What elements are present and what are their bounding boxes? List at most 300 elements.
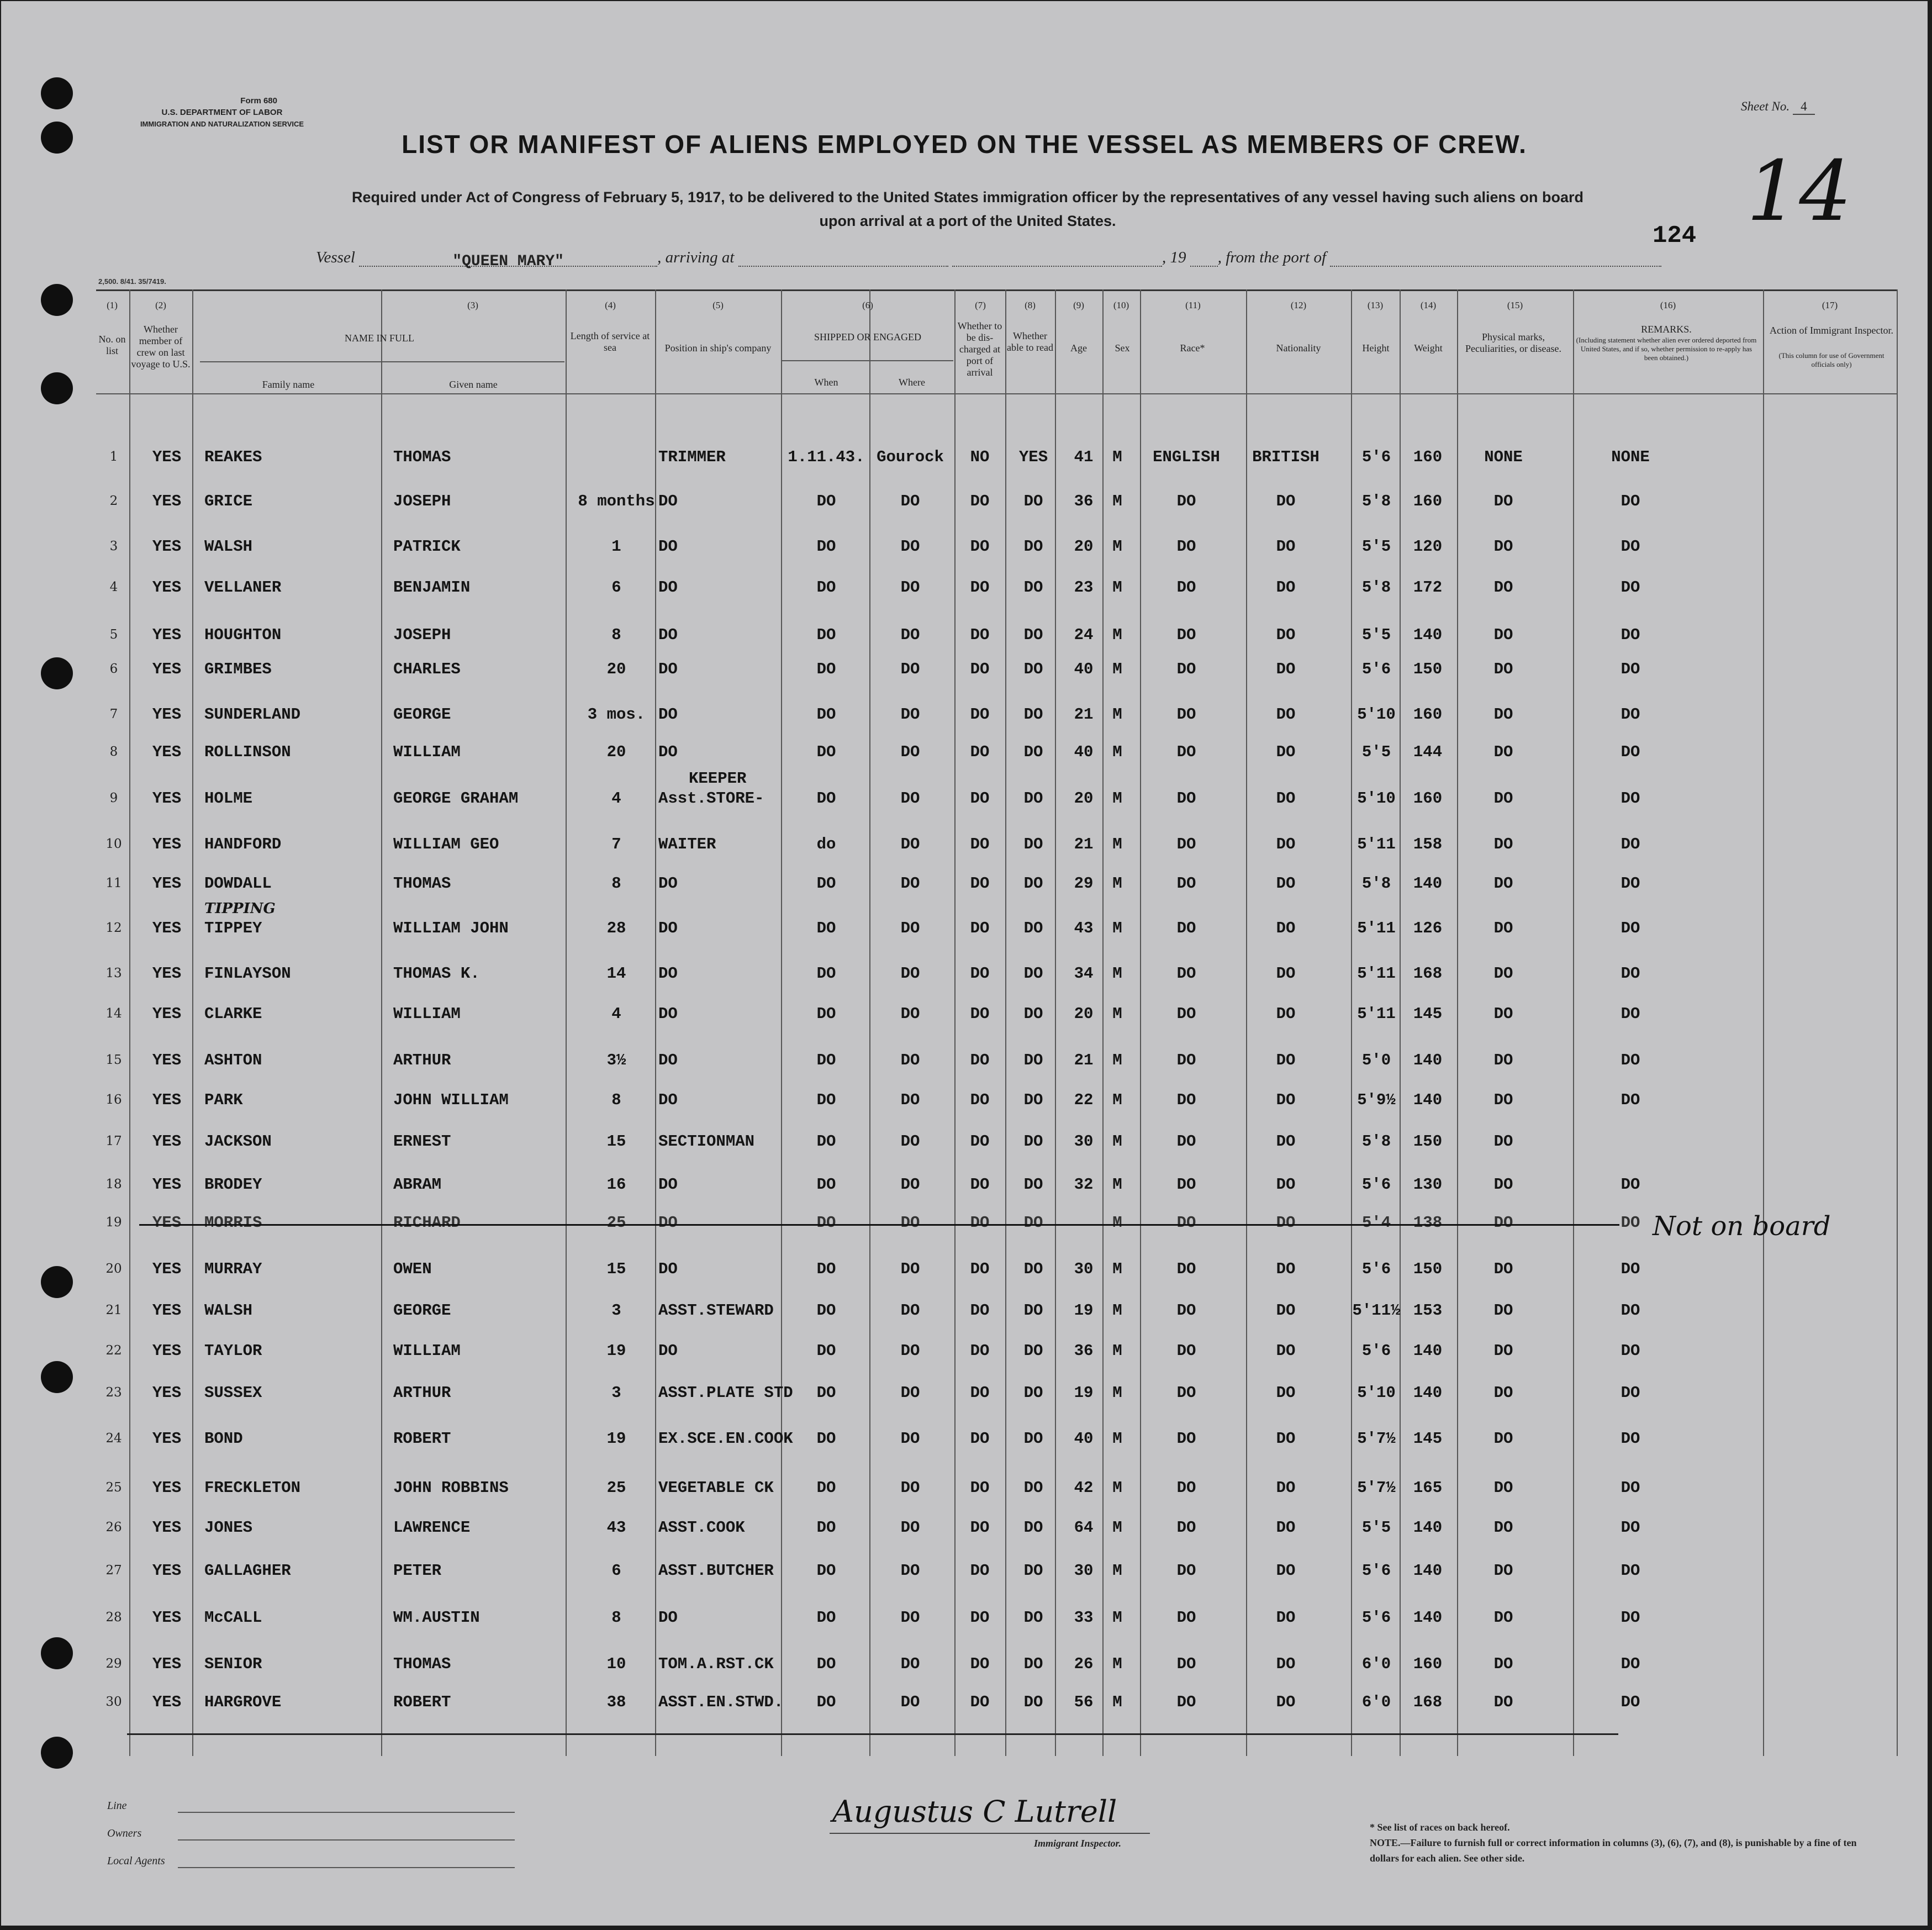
discharged-cell: DO xyxy=(970,1518,990,1537)
position-cell: ASST.EN.STWD. xyxy=(658,1693,784,1711)
nationality-cell: DO xyxy=(1276,1655,1296,1673)
discharged-cell: DO xyxy=(970,1132,990,1151)
binder-hole-icon xyxy=(41,657,73,689)
column-rule xyxy=(781,289,782,1756)
nationality-cell: DO xyxy=(1276,1260,1296,1278)
height-cell: 5'6 xyxy=(1361,448,1391,466)
member-cell: YES xyxy=(152,1518,182,1537)
vessel-line: Vessel "QUEEN MARY" , arriving at , 19 , from the port of xyxy=(316,249,1661,267)
position-cell: DO xyxy=(658,492,678,510)
able-to-read-cell: DO xyxy=(1023,1175,1043,1194)
family-name-cell: BOND xyxy=(204,1430,243,1448)
nationality-cell: DO xyxy=(1276,789,1296,808)
remarks-cell: DO xyxy=(1620,1260,1640,1278)
physical-marks-cell: DO xyxy=(1493,1005,1513,1023)
physical-marks-cell: DO xyxy=(1493,1518,1513,1537)
shipped-when-cell: DO xyxy=(816,919,836,937)
service-cell: 15 xyxy=(606,1132,626,1151)
able-to-read-cell: DO xyxy=(1023,964,1043,983)
age-cell: 36 xyxy=(1074,1342,1094,1360)
discharged-cell: DO xyxy=(970,964,990,983)
race-cell: DO xyxy=(1176,1214,1196,1232)
service-cell: 6 xyxy=(611,1562,621,1580)
height-cell: 5'9½ xyxy=(1357,1091,1396,1109)
column-rule xyxy=(1351,289,1352,1756)
row-number: 15 xyxy=(105,1053,122,1067)
race-cell: DO xyxy=(1176,660,1196,678)
sex-cell: M xyxy=(1112,626,1122,644)
shipped-where-cell: DO xyxy=(900,578,920,597)
member-cell: YES xyxy=(152,1301,182,1320)
able-to-read-cell: DO xyxy=(1023,1430,1043,1448)
department-name: U.S. DEPARTMENT OF LABOR xyxy=(161,108,283,117)
family-name-cell: TAYLOR xyxy=(204,1342,262,1360)
shipped-when-cell: DO xyxy=(816,789,836,808)
height-cell: 5'11½ xyxy=(1352,1301,1401,1320)
column-rule xyxy=(869,289,870,1756)
nationality-cell: DO xyxy=(1276,1384,1296,1402)
given-name-cell: ABRAM xyxy=(393,1175,442,1194)
header-physical: Physical marks, Peculiarities, or disease. xyxy=(1465,331,1561,354)
member-cell: YES xyxy=(152,660,182,678)
position-cell: DO xyxy=(658,1342,678,1360)
position-cell: DO xyxy=(658,537,678,556)
weight-cell: 145 xyxy=(1413,1005,1443,1023)
given-name-cell: WILLIAM xyxy=(393,1342,461,1360)
race-cell: DO xyxy=(1176,1051,1196,1069)
discharged-cell: DO xyxy=(970,1342,990,1360)
family-name-cell: WALSH xyxy=(204,537,253,556)
given-name-cell: BENJAMIN xyxy=(393,578,471,597)
footer-agents-label: Local Agents xyxy=(107,1855,165,1867)
shipped-where-cell: DO xyxy=(900,1214,920,1232)
discharged-cell: DO xyxy=(970,1430,990,1448)
column-number: (17) xyxy=(1822,300,1838,310)
able-to-read-cell: DO xyxy=(1023,1655,1043,1673)
sex-cell: M xyxy=(1112,1384,1122,1402)
height-cell: 5'7½ xyxy=(1357,1430,1396,1448)
page-stamp: 124 xyxy=(1653,222,1697,250)
shipped-where-cell: DO xyxy=(900,874,920,893)
family-name-cell: TIPPEY xyxy=(204,919,262,937)
column-number: (4) xyxy=(605,300,616,310)
shipped-when-cell: DO xyxy=(816,1051,836,1069)
shipped-where-cell: DO xyxy=(900,1091,920,1109)
shipped-where-cell: Gourock xyxy=(877,448,944,466)
physical-marks-cell: DO xyxy=(1493,492,1513,510)
sex-cell: M xyxy=(1112,1562,1122,1580)
header-sex: Sex xyxy=(1115,342,1130,354)
row-number: 10 xyxy=(105,837,122,851)
member-cell: YES xyxy=(152,789,182,808)
position-cell: ASST.BUTCHER xyxy=(658,1562,774,1580)
position-cell: DO xyxy=(658,660,678,678)
shipped-where-cell: DO xyxy=(900,964,920,983)
service-cell: 20 xyxy=(606,743,626,761)
discharged-cell: NO xyxy=(970,448,990,466)
height-cell: 5'11 xyxy=(1357,835,1396,853)
service-cell: 19 xyxy=(606,1342,626,1360)
shipped-when-cell: DO xyxy=(816,1342,836,1360)
sex-cell: M xyxy=(1112,492,1122,510)
header-weight: Weight xyxy=(1414,342,1443,354)
row-number: 26 xyxy=(105,1520,122,1534)
physical-marks-cell: DO xyxy=(1493,743,1513,761)
sex-cell: M xyxy=(1112,1005,1122,1023)
sex-cell: M xyxy=(1112,1609,1122,1627)
column-number: (3) xyxy=(467,300,478,310)
family-name-cell: McCALL xyxy=(204,1609,262,1627)
physical-marks-cell: DO xyxy=(1493,874,1513,893)
member-cell: YES xyxy=(152,626,182,644)
able-to-read-cell: DO xyxy=(1023,1051,1043,1069)
shipped-when-cell: 1.11.43. xyxy=(788,448,865,466)
race-cell: DO xyxy=(1176,626,1196,644)
shipped-when-cell: DO xyxy=(816,964,836,983)
discharged-cell: DO xyxy=(970,1479,990,1497)
column-rule xyxy=(1573,289,1574,1756)
height-cell: 5'6 xyxy=(1361,1562,1391,1580)
position-cell: DO xyxy=(658,1005,678,1023)
given-name-cell: GEORGE GRAHAM xyxy=(393,789,519,808)
family-name-cell: HARGROVE xyxy=(204,1693,282,1711)
header-height: Height xyxy=(1362,342,1390,354)
weight-cell: 172 xyxy=(1413,578,1443,597)
age-cell: 33 xyxy=(1074,1609,1094,1627)
sex-cell: M xyxy=(1112,1479,1122,1497)
able-to-read-cell: YES xyxy=(1018,448,1048,466)
inspector-signature: Augustus C Lutrell xyxy=(832,1794,1117,1829)
family-name-cell: ROLLINSON xyxy=(204,743,291,761)
nationality-cell: DO xyxy=(1276,578,1296,597)
weight-cell: 126 xyxy=(1413,919,1443,937)
discharged-cell: DO xyxy=(970,743,990,761)
position-cell: TRIMMER xyxy=(658,448,726,466)
nationality-cell: DO xyxy=(1276,874,1296,893)
shipped-when-cell: DO xyxy=(816,1430,836,1448)
family-name-cell: VELLANER xyxy=(204,578,282,597)
age-cell: 21 xyxy=(1074,705,1094,724)
given-name-cell: JOHN WILLIAM xyxy=(393,1091,509,1109)
discharged-cell: DO xyxy=(970,1562,990,1580)
binder-hole-icon xyxy=(41,1737,73,1769)
row-number: 23 xyxy=(105,1385,122,1400)
remarks-cell: DO xyxy=(1620,1479,1640,1497)
shipped-when-cell: DO xyxy=(816,1091,836,1109)
family-name-cell: HOLME xyxy=(204,789,253,808)
position-cell: DO xyxy=(658,1175,678,1194)
service-cell: 8 xyxy=(611,1609,621,1627)
weight-cell: 160 xyxy=(1413,1655,1443,1673)
age-cell: 26 xyxy=(1074,1655,1094,1673)
shipped-where-cell: DO xyxy=(900,1562,920,1580)
document-subtitle: Required under Act of Congress of February 5, 1917, to be delivered to the United States immigration officer by the representatives of any vessel having such aliens on board upon arrival at a port of the United States. xyxy=(351,189,1584,229)
remarks-cell: DO xyxy=(1620,537,1640,556)
column-rule xyxy=(1140,289,1141,1756)
list-end-rule xyxy=(127,1733,1618,1735)
remarks-cell: DO xyxy=(1620,1175,1640,1194)
nationality-cell: DO xyxy=(1276,1091,1296,1109)
row-number: 5 xyxy=(109,627,118,642)
service-cell: 15 xyxy=(606,1260,626,1278)
header-name-in-full: NAME IN FULL xyxy=(345,333,414,344)
family-name-cell: SUSSEX xyxy=(204,1384,262,1402)
discharged-cell: DO xyxy=(970,874,990,893)
weight-cell: 140 xyxy=(1413,626,1443,644)
weight-cell: 140 xyxy=(1413,1562,1443,1580)
shipped-where-cell: DO xyxy=(900,1342,920,1360)
age-cell: 30 xyxy=(1074,1260,1094,1278)
shipped-where-cell: DO xyxy=(900,789,920,808)
header-position: Position in ship's company xyxy=(664,342,772,354)
height-cell: 5'11 xyxy=(1357,919,1396,937)
race-cell: DO xyxy=(1176,492,1196,510)
weight-cell: 150 xyxy=(1413,1132,1443,1151)
able-to-read-cell: DO xyxy=(1023,626,1043,644)
row-number: 29 xyxy=(105,1657,122,1671)
position-cell: DO xyxy=(658,964,678,983)
race-cell: DO xyxy=(1176,1609,1196,1627)
given-name-cell: WILLIAM xyxy=(393,743,461,761)
nationality-cell: DO xyxy=(1276,1301,1296,1320)
member-cell: YES xyxy=(152,1562,182,1580)
given-name-cell: GEORGE xyxy=(393,705,451,724)
nationality-cell: DO xyxy=(1276,660,1296,678)
weight-cell: 158 xyxy=(1413,835,1443,853)
header-no-on-list: No. on list xyxy=(98,334,126,356)
sex-cell: M xyxy=(1112,705,1122,724)
race-cell: DO xyxy=(1176,1655,1196,1673)
position-cell: DO xyxy=(658,1051,678,1069)
given-name-cell: CHARLES xyxy=(393,660,461,678)
discharged-cell: DO xyxy=(970,1655,990,1673)
able-to-read-cell: DO xyxy=(1023,1260,1043,1278)
sex-cell: M xyxy=(1112,1051,1122,1069)
column-number: (2) xyxy=(155,300,166,310)
position-cell: WAITER xyxy=(658,835,716,853)
discharged-cell: DO xyxy=(970,1260,990,1278)
shipped-when-cell: do xyxy=(816,835,836,853)
nationality-cell: DO xyxy=(1276,492,1296,510)
age-cell: 36 xyxy=(1074,492,1094,510)
sex-cell: M xyxy=(1112,1214,1122,1232)
age-cell: 32 xyxy=(1074,1175,1094,1194)
age-cell: 19 xyxy=(1074,1301,1094,1320)
able-to-read-cell: DO xyxy=(1023,1214,1043,1232)
able-to-read-cell: DO xyxy=(1023,743,1043,761)
given-name-cell: RICHARD xyxy=(393,1214,461,1232)
position-cell: EX.SCE.EN.COOK xyxy=(658,1430,793,1448)
physical-marks-cell: DO xyxy=(1493,789,1513,808)
family-name-cell: ASHTON xyxy=(204,1051,262,1069)
header-member: Whether member of crew on last voyage to U.S. xyxy=(131,324,191,370)
row-number: 18 xyxy=(105,1177,122,1191)
remarks-cell: DO xyxy=(1620,1301,1640,1320)
column-rule xyxy=(1457,289,1458,1756)
able-to-read-cell: DO xyxy=(1023,789,1043,808)
print-code: 2,500. 8/41. 35/7419. xyxy=(98,277,166,286)
sex-cell: M xyxy=(1112,1430,1122,1448)
remarks-cell: DO xyxy=(1620,1051,1640,1069)
height-cell: 5'8 xyxy=(1361,874,1391,893)
sex-cell: M xyxy=(1112,1655,1122,1673)
member-cell: YES xyxy=(152,1430,182,1448)
age-cell: 41 xyxy=(1074,448,1094,466)
physical-marks-cell: DO xyxy=(1493,1051,1513,1069)
header-where: Where xyxy=(899,377,925,388)
age-cell: 56 xyxy=(1074,1693,1094,1711)
position-cell: TOM.A.RST.CK xyxy=(658,1655,774,1673)
able-to-read-cell: DO xyxy=(1023,1384,1043,1402)
position-cell: DO xyxy=(658,743,678,761)
sex-cell: M xyxy=(1112,1260,1122,1278)
position-cell: DO xyxy=(658,1214,678,1232)
shipped-where-cell: DO xyxy=(900,705,920,724)
form-number: Form 680 xyxy=(240,96,277,106)
height-cell: 5'10 xyxy=(1357,705,1396,724)
footer-owners-rule xyxy=(178,1839,515,1841)
member-cell: YES xyxy=(152,537,182,556)
shipped-when-cell: DO xyxy=(816,743,836,761)
row-number: 1 xyxy=(109,450,118,464)
shipped-when-cell: DO xyxy=(816,874,836,893)
service-cell: 3 mos. xyxy=(587,705,646,724)
form-identifier xyxy=(134,95,310,130)
shipped-when-cell: DO xyxy=(816,1609,836,1627)
discharged-cell: DO xyxy=(970,1301,990,1320)
column-rule xyxy=(129,289,130,1756)
shipped-where-cell: DO xyxy=(900,1430,920,1448)
sex-cell: M xyxy=(1112,1693,1122,1711)
member-cell: YES xyxy=(152,448,182,466)
age-cell: 22 xyxy=(1074,1091,1094,1109)
height-cell: 5'6 xyxy=(1361,1260,1391,1278)
race-cell: DO xyxy=(1176,919,1196,937)
physical-marks-cell: DO xyxy=(1493,537,1513,556)
document-title: LIST OR MANIFEST OF ALIENS EMPLOYED ON THE VESSEL AS MEMBERS OF CREW. xyxy=(402,130,1527,159)
sex-cell: M xyxy=(1112,1091,1122,1109)
remarks-cell: DO xyxy=(1620,835,1640,853)
weight-cell: 144 xyxy=(1413,743,1443,761)
service-cell: 25 xyxy=(606,1479,626,1497)
remarks-cell: DO xyxy=(1620,578,1640,597)
given-name-cell: OWEN xyxy=(393,1260,432,1278)
shipped-when-cell: DO xyxy=(816,1479,836,1497)
able-to-read-cell: DO xyxy=(1023,705,1043,724)
remarks-cell: DO xyxy=(1620,1609,1640,1627)
member-cell: YES xyxy=(152,1693,182,1711)
service-cell: 16 xyxy=(606,1175,626,1194)
column-number: (10) xyxy=(1113,300,1129,310)
able-to-read-cell: DO xyxy=(1023,492,1043,510)
weight-cell: 150 xyxy=(1413,660,1443,678)
race-cell: DO xyxy=(1176,1479,1196,1497)
shipped-where-cell: DO xyxy=(900,1260,920,1278)
shipped-when-cell: DO xyxy=(816,1005,836,1023)
column-rule xyxy=(1005,289,1006,1756)
nationality-cell: DO xyxy=(1276,1562,1296,1580)
physical-marks-cell: DO xyxy=(1493,1430,1513,1448)
row-number: 13 xyxy=(105,966,122,980)
column-rule xyxy=(655,289,656,1756)
service-cell: 43 xyxy=(606,1518,626,1537)
binder-hole-icon xyxy=(41,1266,73,1298)
column-number: (9) xyxy=(1073,300,1084,310)
weight-cell: 160 xyxy=(1413,789,1443,808)
weight-cell: 140 xyxy=(1413,1384,1443,1402)
given-name-cell: JOHN ROBBINS xyxy=(393,1479,509,1497)
able-to-read-cell: DO xyxy=(1023,1479,1043,1497)
nationality-cell: DO xyxy=(1276,1051,1296,1069)
member-cell: YES xyxy=(152,835,182,853)
position-cell: DO xyxy=(658,1260,678,1278)
physical-marks-cell: DO xyxy=(1493,1384,1513,1402)
position-cell: SECTIONMAN xyxy=(658,1132,755,1151)
race-cell: DO xyxy=(1176,964,1196,983)
weight-cell: 140 xyxy=(1413,1518,1443,1537)
able-to-read-cell: DO xyxy=(1023,660,1043,678)
service-cell: 3 xyxy=(611,1384,621,1402)
race-cell: DO xyxy=(1176,1693,1196,1711)
height-cell: 5'6 xyxy=(1361,1609,1391,1627)
family-name-cell: DOWDALL xyxy=(204,874,272,893)
member-cell: YES xyxy=(152,578,182,597)
height-cell: 5'8 xyxy=(1361,1132,1391,1151)
column-rule xyxy=(1897,289,1898,1756)
member-cell: YES xyxy=(152,1005,182,1023)
shipped-where-cell: DO xyxy=(900,537,920,556)
row-number: 11 xyxy=(105,876,122,890)
row-number: 14 xyxy=(105,1006,122,1021)
shipped-when-cell: DO xyxy=(816,1693,836,1711)
weight-cell: 138 xyxy=(1413,1214,1443,1232)
position-cell: DO xyxy=(658,1091,678,1109)
nationality-cell: DO xyxy=(1276,835,1296,853)
position-cell: Asst.STORE- xyxy=(658,789,764,808)
race-cell: DO xyxy=(1176,1301,1196,1320)
given-name-cell: ARTHUR xyxy=(393,1051,451,1069)
service-cell: 19 xyxy=(606,1430,626,1448)
shipped-where-cell: DO xyxy=(900,1609,920,1627)
header-shipped: SHIPPED OR ENGAGED xyxy=(814,331,921,342)
age-cell: 19 xyxy=(1074,1384,1094,1402)
column-number: (15) xyxy=(1507,300,1523,310)
given-name-cell: ARTHUR xyxy=(393,1384,451,1402)
position-cell: ASST.COOK xyxy=(658,1518,745,1537)
service-cell: 14 xyxy=(606,964,626,983)
row-number: 24 xyxy=(105,1431,122,1446)
member-cell: YES xyxy=(152,1342,182,1360)
discharged-cell: DO xyxy=(970,537,990,556)
given-name-cell: THOMAS xyxy=(393,448,451,466)
race-cell: DO xyxy=(1176,1518,1196,1537)
discharged-cell: DO xyxy=(970,1384,990,1402)
able-to-read-cell: DO xyxy=(1023,1091,1043,1109)
row-number: 16 xyxy=(105,1093,122,1107)
height-cell: 5'8 xyxy=(1361,492,1391,510)
height-cell: 5'6 xyxy=(1361,660,1391,678)
member-cell: YES xyxy=(152,492,182,510)
service-cell: 4 xyxy=(611,1005,621,1023)
row-number: 19 xyxy=(105,1215,122,1230)
member-cell: YES xyxy=(152,919,182,937)
shipped-when-cell: DO xyxy=(816,537,836,556)
age-cell: 40 xyxy=(1074,743,1094,761)
discharged-cell: DO xyxy=(970,705,990,724)
column-rule xyxy=(1102,289,1104,1756)
discharged-cell: DO xyxy=(970,578,990,597)
race-cell: DO xyxy=(1176,1342,1196,1360)
